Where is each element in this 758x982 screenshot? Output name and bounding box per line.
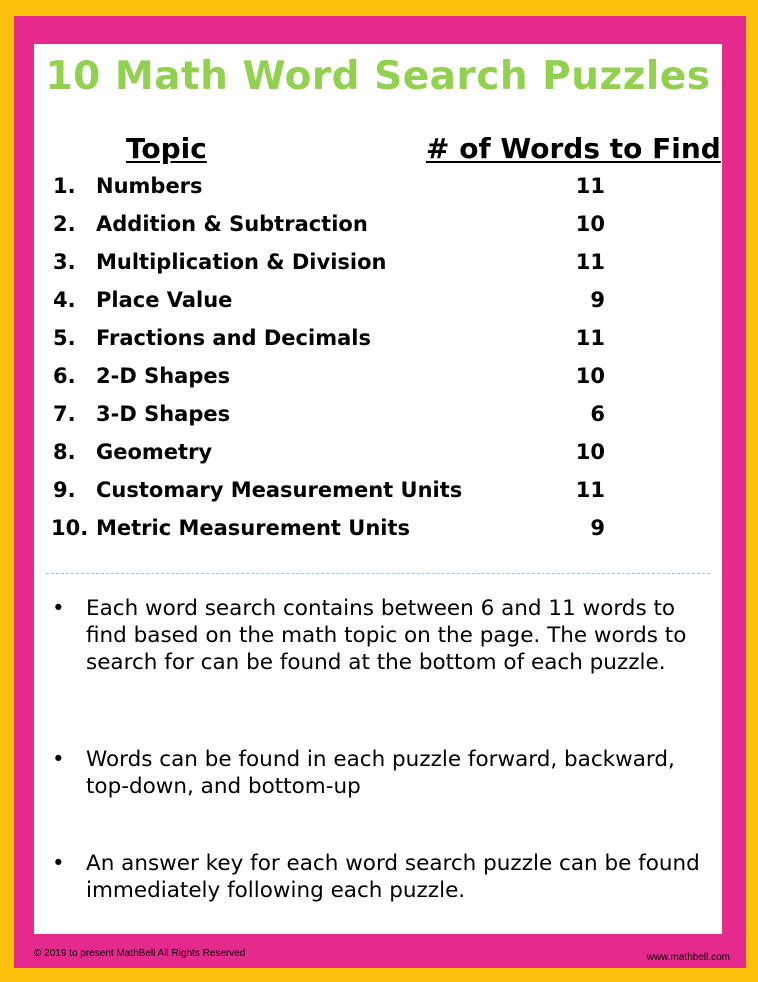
table-row bbox=[34, 288, 722, 326]
row-word-count: 9 bbox=[590, 288, 605, 312]
row-word-count: 11 bbox=[575, 326, 605, 350]
row-topic: Geometry bbox=[96, 440, 213, 464]
row-word-count: 9 bbox=[590, 516, 605, 540]
row-number: 7. bbox=[53, 402, 76, 426]
table-row bbox=[34, 516, 722, 554]
row-word-count: 11 bbox=[575, 174, 605, 198]
table-row bbox=[34, 440, 722, 478]
row-word-count: 10 bbox=[575, 364, 605, 388]
bullet-dot: • bbox=[52, 747, 65, 772]
row-word-count: 10 bbox=[575, 440, 605, 464]
topic-column-header: Topic bbox=[126, 132, 207, 165]
row-number: 10. bbox=[51, 516, 89, 540]
bullet-dot: • bbox=[52, 851, 65, 876]
table-row bbox=[34, 364, 722, 402]
row-topic: 2-D Shapes bbox=[96, 364, 231, 388]
word-count-column-header: # of Words to Find bbox=[426, 132, 721, 165]
row-word-count: 10 bbox=[575, 212, 605, 236]
row-number: 1. bbox=[53, 174, 76, 198]
row-topic: Fractions and Decimals bbox=[96, 326, 371, 350]
row-topic: Place Value bbox=[96, 288, 233, 312]
row-word-count: 11 bbox=[575, 250, 605, 274]
row-topic: Customary Measurement Units bbox=[96, 478, 463, 502]
row-topic: Addition & Subtraction bbox=[96, 212, 368, 236]
content-panel bbox=[34, 44, 722, 934]
page-title: 10 Math Word Search Puzzles bbox=[45, 54, 711, 99]
table-row bbox=[34, 402, 722, 440]
table-row bbox=[34, 174, 722, 212]
bullet-dot: • bbox=[52, 596, 65, 621]
bullet-text: Words can be found in each puzzle forward, backward, top-down, and bottom-up bbox=[86, 747, 675, 799]
row-number: 6. bbox=[53, 364, 76, 388]
row-number: 9. bbox=[53, 478, 76, 502]
row-topic: Metric Measurement Units bbox=[96, 516, 411, 540]
table-row bbox=[34, 478, 722, 516]
website-link[interactable]: www.mathbell.com bbox=[646, 952, 730, 963]
bullet-text: Each word search contains between 6 and 11 words to find based on the math topic on the page. The words to search for can be found at the bottom of each puzzle. bbox=[86, 596, 687, 675]
table-row bbox=[34, 212, 722, 250]
table-row bbox=[34, 250, 722, 288]
row-topic: 3-D Shapes bbox=[96, 402, 231, 426]
table-row bbox=[34, 326, 722, 364]
row-number: 8. bbox=[53, 440, 76, 464]
row-word-count: 11 bbox=[575, 478, 605, 502]
dashed-divider bbox=[46, 573, 710, 574]
bullet-text: An answer key for each word search puzzle can be found immediately following each puzzle. bbox=[86, 851, 700, 903]
copyright-notice: © 2019 to present MathBell All Rights Reserved bbox=[34, 948, 246, 959]
row-number: 3. bbox=[53, 250, 76, 274]
row-number: 5. bbox=[53, 326, 76, 350]
row-number: 2. bbox=[53, 212, 76, 236]
row-topic: Numbers bbox=[96, 174, 203, 198]
row-number: 4. bbox=[53, 288, 76, 312]
row-topic: Multiplication & Division bbox=[96, 250, 387, 274]
row-word-count: 6 bbox=[590, 402, 605, 426]
